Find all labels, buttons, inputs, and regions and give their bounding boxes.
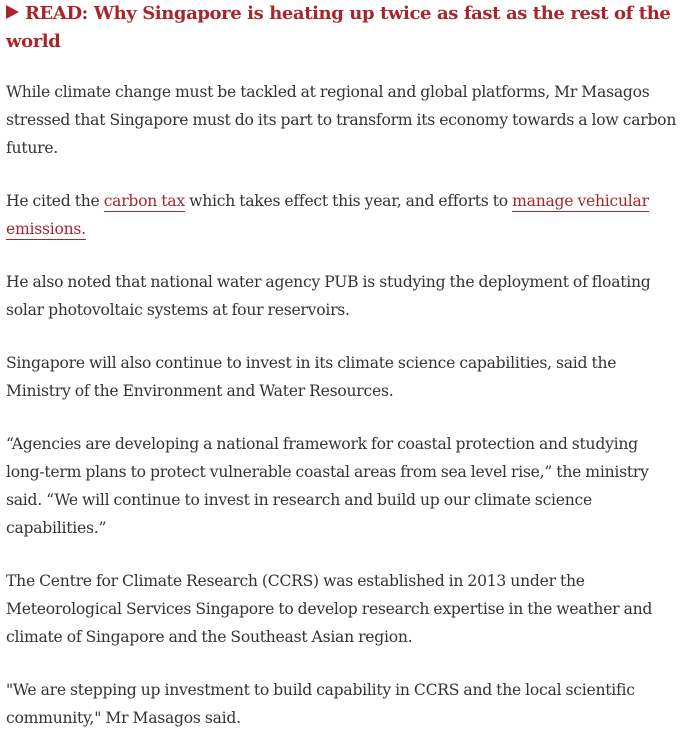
paragraph-1: While climate change must be tackled at regional and global platforms, Mr Masagos stressed that Singapore must do its part to transform its economy towards a low carbon future. <box>6 83 677 157</box>
read-more-label[interactable]: READ: Why Singapore is heating up twice as fast as the rest of the world <box>6 3 671 52</box>
paragraph-5: “Agencies are developing a national framework for coastal protection and studying long-term plans to protect vulnerable coastal areas from sea level rise,” the ministry said. “We will continue to invest in research and build up our climate science capabilities.” <box>6 435 649 537</box>
paragraph-7: "We are stepping up investment to build capability in CCRS and the local scientific community," Mr Masagos said. <box>6 681 635 727</box>
carbon-tax-link[interactable]: carbon tax <box>103 192 185 210</box>
paragraph-4: Singapore will also continue to invest in its climate science capabilities, said the Ministry of the Environment and Water Resources. <box>6 354 617 400</box>
play-arrow-icon <box>6 5 19 19</box>
paragraph-2-text-before: He cited the <box>6 192 104 210</box>
paragraph-6: The Centre for Climate Research (CCRS) was established in 2013 under the Meteorological Services Singapore to develop research expertise in the weather and climate of Singapore and the Southeast Asian region. <box>6 572 653 646</box>
paragraph-2 <box>6 187 677 243</box>
vehicular-emissions-link[interactable]: manage vehicular emissions. <box>6 192 649 238</box>
read-more-link[interactable] <box>6 0 677 56</box>
paragraph-2-text-middle: which takes effect this year, and efforts to <box>184 192 513 210</box>
paragraph-3: He also noted that national water agency PUB is studying the deployment of floating solar photovoltaic systems at four reservoirs. <box>6 273 651 319</box>
